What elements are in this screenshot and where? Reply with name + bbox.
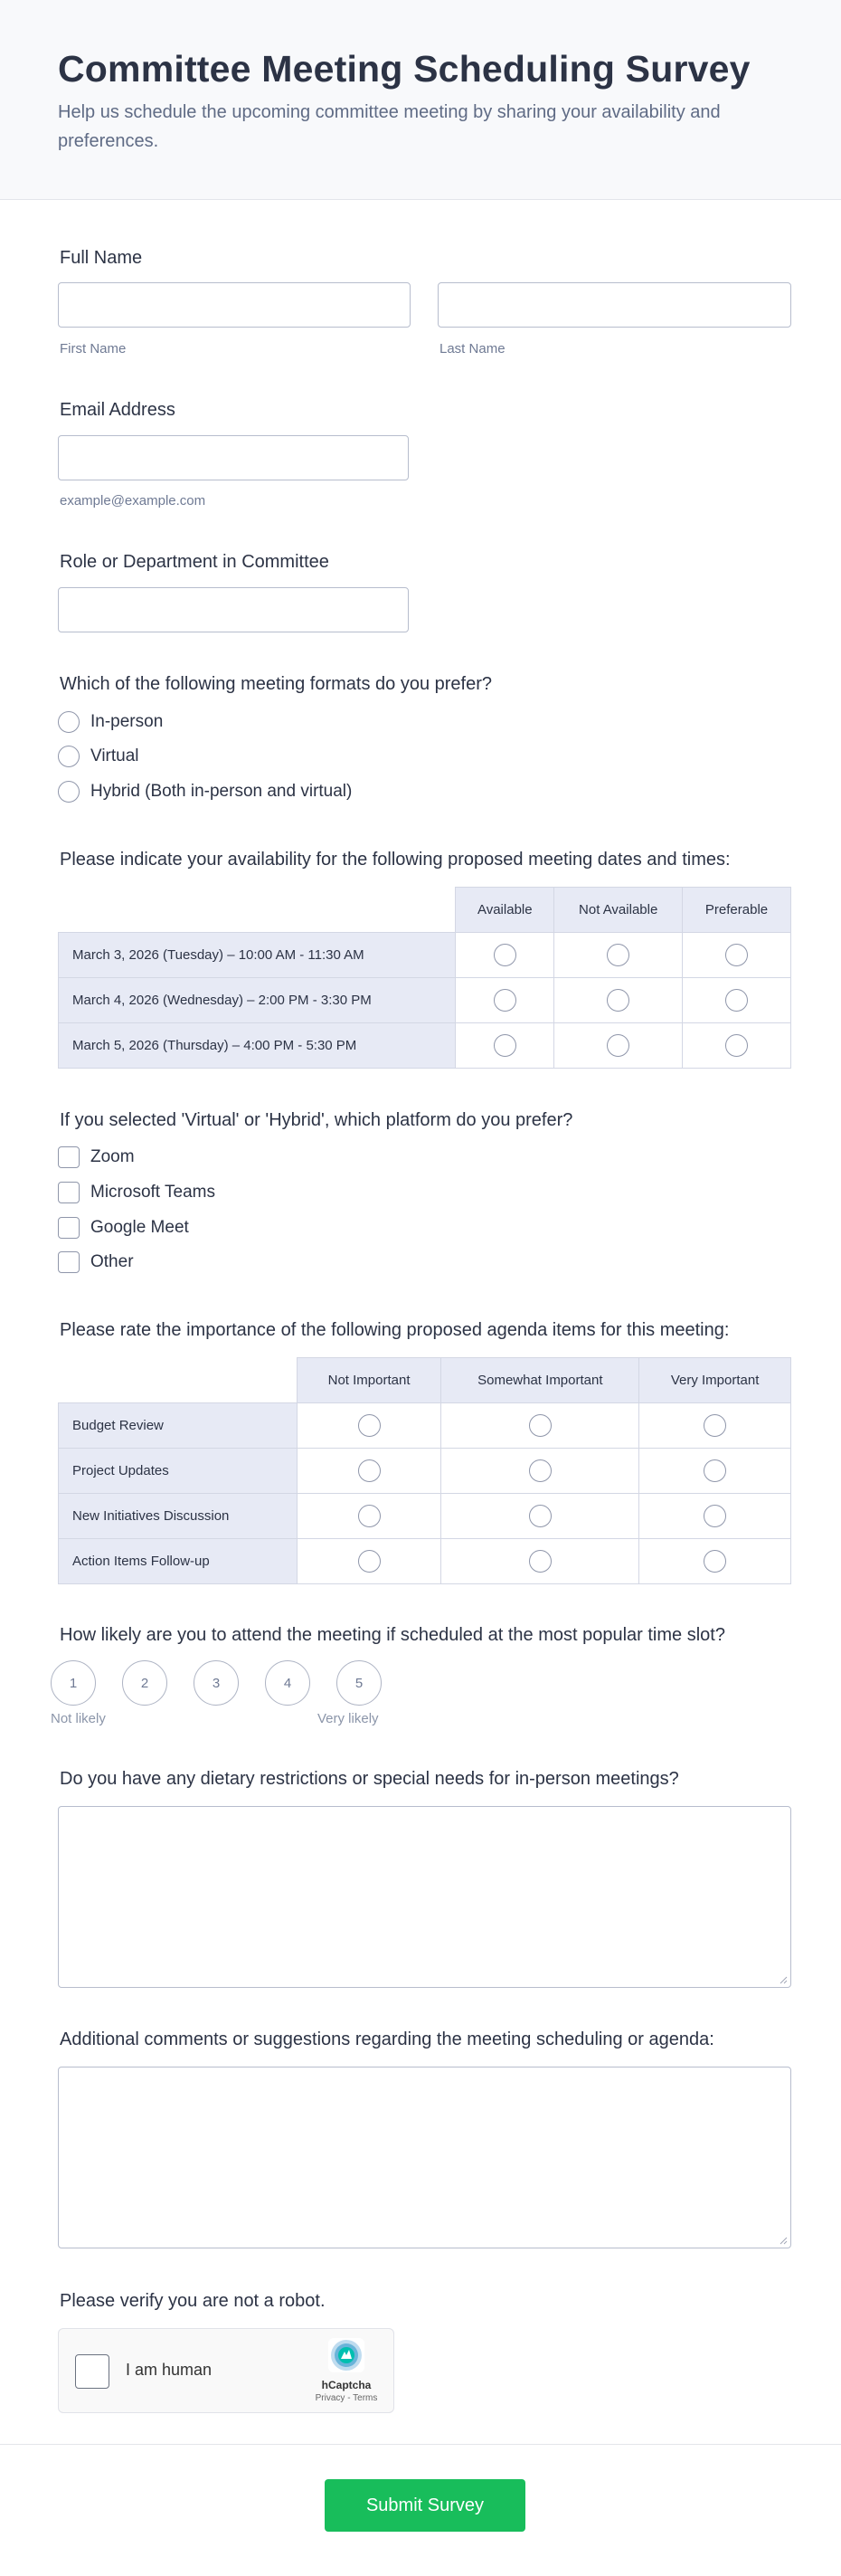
format-label: Which of the following meeting formats do you prefer? [60, 674, 493, 694]
radio-button[interactable] [704, 1414, 726, 1437]
comments-textarea[interactable] [58, 2067, 791, 2248]
scale-option-5[interactable]: 5 [336, 1660, 382, 1706]
row-label: New Initiatives Discussion [59, 1494, 298, 1539]
resize-grip-icon[interactable] [779, 1975, 788, 1984]
row-label: Action Items Follow-up [59, 1539, 298, 1584]
option-label: Google Meet [90, 1218, 189, 1237]
availability-label: Please indicate your availability for the following proposed meeting dates and times: [60, 850, 731, 870]
radio-button[interactable] [358, 1550, 381, 1573]
dietary-textarea-wrap [58, 1806, 791, 1988]
radio-button[interactable] [529, 1550, 552, 1573]
form-header [0, 0, 841, 200]
radio-button[interactable] [725, 1034, 748, 1057]
table-row [59, 1494, 791, 1539]
platform-option-other[interactable] [58, 1251, 134, 1273]
captcha-brand [310, 2338, 383, 2403]
radio-button[interactable] [529, 1414, 552, 1437]
table-row [59, 1539, 791, 1584]
scale-option-1[interactable]: 1 [51, 1660, 96, 1706]
row-label: March 3, 2026 (Tuesday) – 10:00 AM - 11:30 AM [59, 933, 456, 978]
first-name-sublabel: First Name [60, 341, 127, 356]
column-header: Preferable [683, 888, 791, 933]
format-option-in-person[interactable] [58, 711, 163, 733]
radio-button[interactable] [494, 989, 516, 1012]
radio-button[interactable] [529, 1505, 552, 1527]
platform-option-meet[interactable] [58, 1217, 189, 1239]
option-label: Microsoft Teams [90, 1183, 215, 1202]
radio-button[interactable] [607, 944, 629, 966]
email-sublabel: example@example.com [60, 493, 206, 509]
captcha-label: Please verify you are not a robot. [60, 2291, 326, 2311]
table-row [59, 978, 791, 1023]
availability-matrix [58, 887, 791, 1069]
checkbox[interactable] [58, 1146, 80, 1168]
table-row [59, 1403, 791, 1449]
radio-button[interactable] [725, 944, 748, 966]
role-label: Role or Department in Committee [60, 552, 329, 572]
page-description: Help us schedule the upcoming committee meeting by sharing your availability and preferences. [58, 102, 721, 151]
scale-option-4[interactable]: 4 [265, 1660, 310, 1706]
option-label: Other [90, 1252, 134, 1271]
row-label: Project Updates [59, 1449, 298, 1494]
matrix-corner [59, 1358, 298, 1403]
column-header: Very Important [639, 1358, 791, 1403]
radio-button[interactable] [529, 1459, 552, 1482]
platform-option-teams[interactable] [58, 1182, 215, 1203]
radio-button[interactable] [58, 746, 80, 767]
radio-button[interactable] [58, 781, 80, 803]
format-option-hybrid[interactable] [58, 781, 352, 803]
table-row [59, 933, 791, 978]
captcha-checkbox-label: I am human [126, 2361, 213, 2379]
radio-button[interactable] [494, 944, 516, 966]
scale-low-label: Not likely [51, 1711, 106, 1726]
radio-button[interactable] [58, 711, 80, 733]
agenda-matrix [58, 1357, 791, 1584]
platform-label: If you selected 'Virtual' or 'Hybrid', which platform do you prefer? [60, 1110, 573, 1130]
matrix-corner [59, 888, 456, 933]
checkbox[interactable] [58, 1182, 80, 1203]
likelihood-label: How likely are you to attend the meeting if scheduled at the most popular time slot? [60, 1625, 725, 1645]
radio-button[interactable] [704, 1550, 726, 1573]
row-label: Budget Review [59, 1403, 298, 1449]
captcha-brand-name: hCaptcha [321, 2379, 372, 2391]
column-header: Not Available [554, 888, 683, 933]
radio-button[interactable] [607, 1034, 629, 1057]
table-row [59, 1023, 791, 1069]
email-label: Email Address [60, 400, 175, 420]
captcha-links[interactable]: Privacy - Terms [315, 2393, 378, 2403]
format-option-virtual[interactable] [58, 746, 139, 767]
submit-button[interactable]: Submit Survey [325, 2479, 525, 2532]
comments-label: Additional comments or suggestions regarding the meeting scheduling or agenda: [60, 2029, 714, 2049]
form-footer [0, 2444, 841, 2576]
radio-button[interactable] [607, 989, 629, 1012]
last-name-sublabel: Last Name [439, 341, 506, 356]
radio-button[interactable] [704, 1505, 726, 1527]
last-name-input[interactable] [438, 282, 791, 328]
captcha-widget [58, 2328, 394, 2413]
email-input[interactable] [58, 435, 409, 480]
scale-option-3[interactable]: 3 [194, 1660, 239, 1706]
option-label: Zoom [90, 1147, 135, 1166]
option-label: In-person [90, 712, 164, 731]
radio-button[interactable] [494, 1034, 516, 1057]
column-header: Somewhat Important [441, 1358, 639, 1403]
resize-grip-icon[interactable] [779, 2236, 788, 2245]
full-name-label: Full Name [60, 248, 143, 268]
page-title: Committee Meeting Scheduling Survey [58, 48, 751, 90]
radio-button[interactable] [358, 1505, 381, 1527]
dietary-label: Do you have any dietary restrictions or special needs for in-person meetings? [60, 1769, 679, 1789]
first-name-input[interactable] [58, 282, 411, 328]
checkbox[interactable] [58, 1217, 80, 1239]
role-input[interactable] [58, 587, 409, 632]
dietary-textarea[interactable] [58, 1806, 791, 1988]
scale-option-2[interactable]: 2 [122, 1660, 167, 1706]
option-label: Virtual [90, 746, 139, 765]
agenda-label: Please rate the importance of the following proposed agenda items for this meeting: [60, 1320, 730, 1340]
scale-high-label: Very likely [317, 1711, 379, 1726]
radio-button[interactable] [358, 1459, 381, 1482]
row-label: March 5, 2026 (Thursday) – 4:00 PM - 5:30 PM [59, 1023, 456, 1069]
radio-button[interactable] [725, 989, 748, 1012]
column-header: Available [456, 888, 554, 933]
hcaptcha-logo-icon [328, 2338, 364, 2372]
option-label: Hybrid (Both in-person and virtual) [90, 782, 353, 801]
radio-button[interactable] [704, 1459, 726, 1482]
platform-option-zoom[interactable] [58, 1146, 135, 1168]
column-header: Not Important [297, 1358, 441, 1403]
comments-textarea-wrap [58, 2067, 791, 2248]
table-row [59, 1449, 791, 1494]
captcha-checkbox[interactable] [75, 2354, 109, 2389]
radio-button[interactable] [358, 1414, 381, 1437]
row-label: March 4, 2026 (Wednesday) – 2:00 PM - 3:30 PM [59, 978, 456, 1023]
checkbox[interactable] [58, 1251, 80, 1273]
